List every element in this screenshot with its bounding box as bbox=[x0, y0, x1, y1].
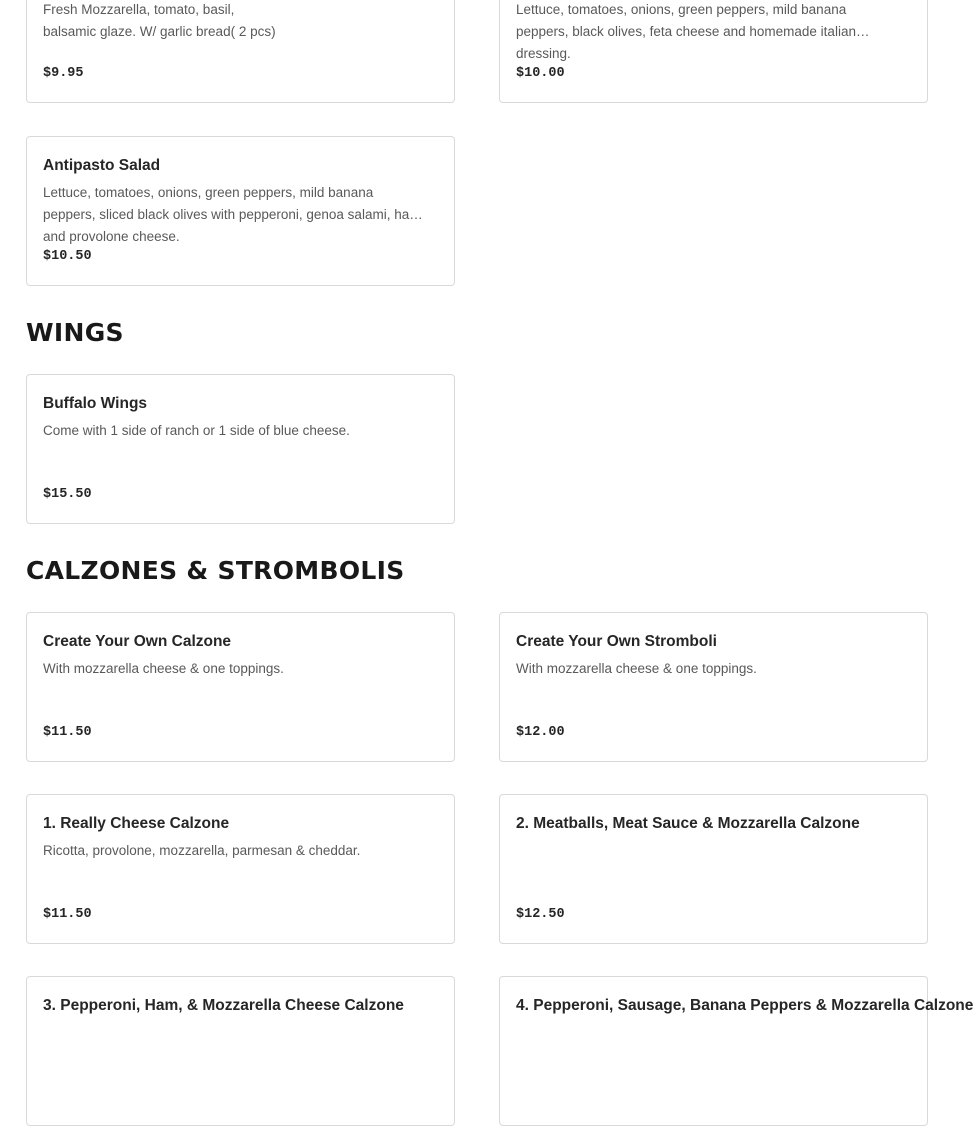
menu-item-description: Lettuce, tomatoes, onions, green peppers, mild banana peppers, sliced black olives with pepperoni, genoa salami, ham and provolone cheese. bbox=[43, 185, 421, 244]
menu-item-description: With mozzarella cheese & one toppings. bbox=[516, 661, 757, 676]
menu-item-description: Ricotta, provolone, mozzarella, parmesan & cheddar. bbox=[43, 843, 361, 858]
menu-item-name: 3. Pepperoni, Ham, & Mozzarella Cheese Calzone bbox=[43, 997, 404, 1014]
menu-item-description: Lettuce, tomatoes, onions, green peppers, mild banana peppers, black olives, feta cheese and homemade italian dressing. bbox=[516, 2, 856, 61]
menu-item-card-antipasto-salad[interactable] bbox=[26, 136, 455, 286]
menu-item-card-pepperoni-sausage-calzone[interactable] bbox=[499, 976, 973, 1126]
menu-item-price: $10.50 bbox=[43, 249, 92, 264]
menu-item-card-greek-salad[interactable] bbox=[499, 0, 928, 103]
menu-item-card-create-stromboli[interactable] bbox=[499, 612, 928, 762]
menu-item-price: $10.00 bbox=[516, 66, 565, 81]
menu-item-card-buffalo-wings[interactable] bbox=[26, 374, 455, 524]
menu-item-name: 2. Meatballs, Meat Sauce & Mozzarella Calzone bbox=[516, 815, 860, 832]
menu-item-price: $12.50 bbox=[516, 907, 565, 922]
menu-item-price: $9.95 bbox=[43, 66, 84, 81]
section-title-calzones: CALZONES & STROMBOLIS bbox=[26, 556, 405, 585]
menu-item-price: $11.50 bbox=[43, 725, 92, 740]
menu-item-card-create-calzone[interactable] bbox=[26, 612, 455, 762]
menu-item-card-pepperoni-ham-calzone[interactable] bbox=[26, 976, 455, 1126]
menu-item-name: Create Your Own Stromboli bbox=[516, 633, 717, 650]
menu-item-price: $12.00 bbox=[516, 725, 565, 740]
menu-item-name: 4. Pepperoni, Sausage, Banana Peppers & Mozzarella Calzone bbox=[516, 997, 973, 1014]
menu-item-name: Buffalo Wings bbox=[43, 395, 148, 412]
menu-item-card-really-cheese-calzone[interactable] bbox=[26, 794, 455, 944]
menu-item-name: 1. Really Cheese Calzone bbox=[43, 815, 230, 832]
menu-item-name: Antipasto Salad bbox=[43, 157, 161, 174]
menu-item-description: Come with 1 side of ranch or 1 side of blue cheese. bbox=[43, 423, 350, 438]
menu-item-description: With mozzarella cheese & one toppings. bbox=[43, 661, 284, 676]
menu-item-price: $11.50 bbox=[43, 907, 92, 922]
section-title-wings: WINGS bbox=[26, 318, 124, 347]
menu-item-card-caprese[interactable] bbox=[26, 0, 455, 103]
menu-item-name: Create Your Own Calzone bbox=[43, 633, 232, 650]
menu-item-card-meatballs-calzone[interactable] bbox=[499, 794, 928, 944]
menu-item-description: Fresh Mozzarella, tomato, basil, balsamic glaze. W/ garlic bread( 2 pcs) bbox=[43, 2, 276, 39]
menu-item-price: $15.50 bbox=[43, 487, 92, 502]
